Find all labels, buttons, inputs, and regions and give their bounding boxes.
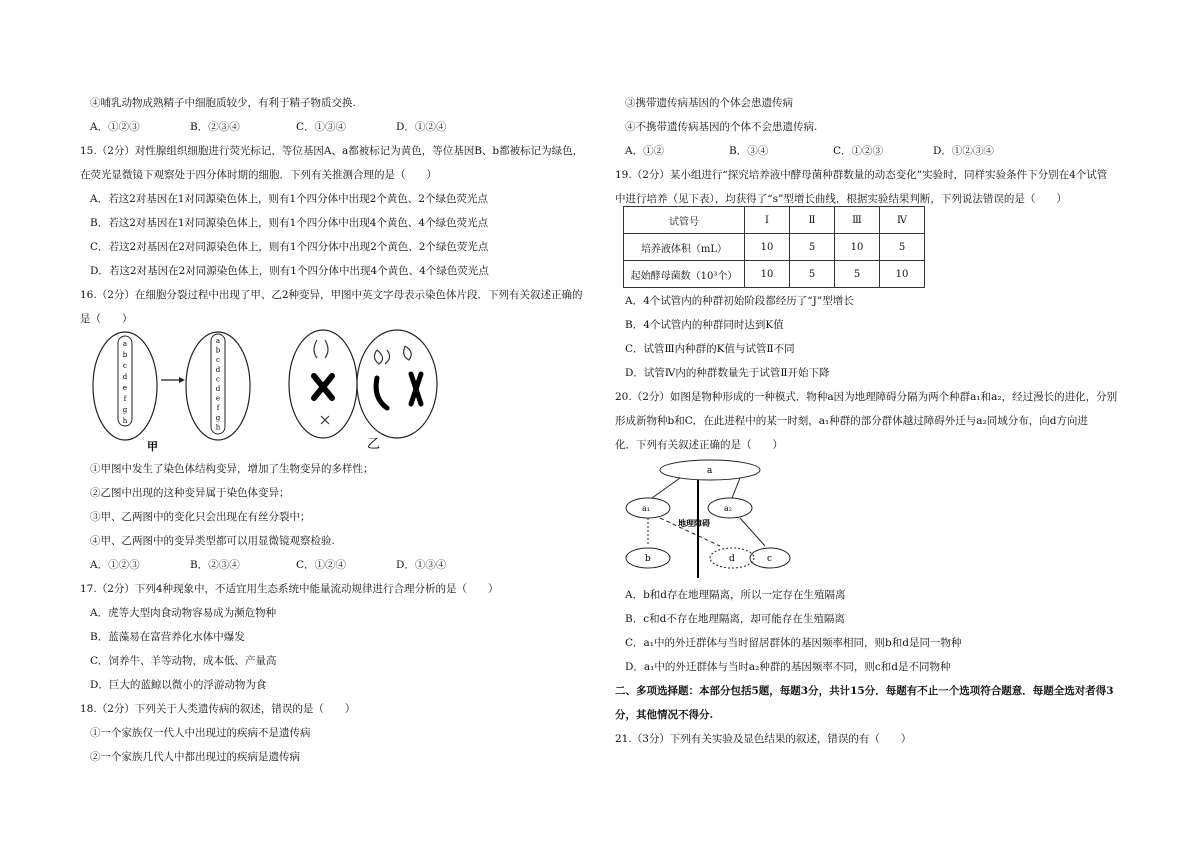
chromosome-segment-letter: f	[123, 395, 127, 403]
table-cell: 5	[790, 261, 835, 288]
q16-figure	[85, 328, 440, 453]
section-2-heading-line2: 分，其他情况不得分.	[615, 709, 714, 721]
chromosome-segment-letter: b	[215, 346, 221, 355]
q17-stem: 17.（2分）下列4种现象中，不适宜用生态系统中能量流动规律进行合理分析的是（ ）	[80, 583, 499, 595]
yi-chromosome-right-top-a	[374, 350, 389, 364]
q14-options	[90, 120, 446, 134]
q14-option-d: D．①②④	[396, 121, 447, 133]
q20-figure	[620, 458, 810, 578]
table-header-cell: Ⅲ	[835, 207, 880, 234]
species-d-label: d	[729, 554, 735, 564]
table-header-cell: Ⅰ	[745, 207, 790, 234]
chromosome-segment-letter: d	[215, 365, 221, 374]
chromosome-segment-letter: d	[122, 373, 128, 381]
q20-option-a: A．b和d存在地理隔离，所以一定存在生殖隔离	[625, 589, 846, 601]
chromosome-segment-letter: a	[215, 337, 221, 345]
q15-option-d: D．若这2对基因在2对同源染色体上，则有1个四分体中出现4个黄色、4个绿色荧光点	[90, 265, 489, 277]
table-row	[624, 234, 925, 261]
q19-option-b: B．4个试管内的种群同时达到K值	[625, 319, 784, 331]
q16-option-d: D．①③④	[396, 559, 447, 571]
q17-option-c: C．饲养牛、羊等动物，成本低、产量高	[90, 655, 277, 667]
q18-statement-1: ①一个家族仅一代人中出现过的疾病不是遗传病	[90, 727, 311, 739]
q20-stem-line2: 形成新物种b和C．在此进程中的某一时刻，a₁种群的部分群体越过障碍外迁与a₂同域分布，向d方向进	[615, 415, 1088, 427]
edge-a-a1	[652, 478, 680, 498]
table-header-row	[624, 207, 925, 234]
chromosome-segment-letter: f	[216, 404, 220, 413]
yi-chromosome-top	[314, 340, 328, 358]
q15-stem-line1: 15.（2分）对性腺组织细胞进行荧光标记，等位基因A、a都被标记为黄色，等位基因B、b都被标记为绿色，	[80, 145, 584, 157]
chromosome-segment-letter: b	[122, 351, 128, 359]
table-cell: 5	[835, 261, 880, 288]
chromosome-segment-letter: c	[216, 375, 220, 384]
yi-chromosome-right-left	[376, 378, 387, 408]
chromosome-segment-letter: a	[122, 340, 128, 348]
table-header-cell: 试管号	[624, 207, 745, 234]
species-a-label: a	[707, 466, 713, 476]
q14-option-b: B．②③④	[190, 121, 240, 133]
chromosome-segment-letter: h	[122, 417, 128, 425]
q18-option-c: C．①②③	[833, 145, 884, 157]
q17-option-b: B．蓝藻易在富营养化水体中爆发	[90, 631, 245, 643]
q18-statement-4: ④不携带遗传病基因的个体不会患遗传病.	[625, 121, 818, 133]
q20-option-c: C．a₁中的外迁群体与当时留居群体的基因频率相同，则b和d是同一物种	[625, 637, 962, 649]
q20-option-d: D．a₁中的外迁群体与当时a₂种群的基因频率不同，则c和d是不同物种	[625, 661, 951, 673]
section-2-heading-line1: 二、多项选择题：本部分包括5题，每题3分，共计15分．每题有不止一个选项符合题意．每题全选对者得3	[615, 685, 1114, 697]
q19-stem-line2: 中进行培养（见下表），均获得了“s”型增长曲线．根据实验结果判断，下列说法错误的是（ ）	[615, 193, 1067, 205]
chromosome-segment-letter: e	[215, 394, 221, 403]
chromosome-segment-letter: g	[215, 413, 221, 422]
table-row	[624, 261, 925, 288]
q16-statement-2: ②乙图中出现的这种变异属于染色体变异；	[90, 487, 290, 499]
q19-option-a: A．4个试管内的种群初始阶段都经历了“J”型增长	[625, 295, 854, 307]
jia-letters-after	[216, 337, 221, 431]
yi-chromosome-bottom	[321, 416, 329, 424]
q16-statement-3: ③甲、乙两图中的变化只会出现在有丝分裂中；	[90, 511, 311, 523]
q18-statement-3: ③携带遗传病基因的个体会患遗传病	[625, 97, 793, 109]
chromosome-segment-letter: c	[216, 356, 220, 365]
species-a2-label: a₂	[724, 504, 732, 513]
chromosome-segment-letter: c	[123, 362, 127, 370]
q19-option-c: C．试管Ⅲ内种群的K值与试管Ⅱ不同	[625, 343, 795, 355]
edge-a-a2	[732, 478, 740, 498]
q16-option-b: B．②③④	[190, 559, 240, 571]
table-cell: 5	[880, 234, 925, 261]
chromosome-segment-letter: h	[215, 423, 221, 432]
table-cell: 10	[835, 234, 880, 261]
q18-options	[625, 144, 994, 158]
q16-stem-line2: 是（ ）	[80, 313, 133, 325]
q19-table	[623, 206, 925, 288]
chromosome-segment-letter: e	[122, 384, 128, 392]
label-jia: 甲	[147, 440, 158, 453]
yi-cell-right	[357, 330, 437, 438]
q14-option-c: C．①③④	[296, 121, 347, 133]
chromosome-segment-letter: d	[215, 385, 221, 393]
q15-option-b: B．若这2对基因在1对同源染色体上，则有1个四分体中出现4个黄色、4个绿色荧光点	[90, 217, 489, 229]
q18-option-a: A．①②	[625, 145, 665, 157]
q17-option-d: D．巨大的蓝鲸以微小的浮游动物为食	[90, 679, 267, 691]
label-yi: 乙	[367, 437, 381, 452]
q16-stem-line1: 16.（2分）在细胞分裂过程中出现了甲、乙2种变异，甲图中英文字母表示染色体片段．下列有关叙述正确的	[80, 289, 583, 301]
geographic-barrier-label: 地理障碍	[678, 518, 710, 528]
q18-option-b: B．③④	[729, 145, 769, 157]
table-header-cell: Ⅳ	[880, 207, 925, 234]
q16-option-a: A．①②③	[90, 559, 140, 571]
q14-option-a: A．①②③	[90, 121, 140, 133]
q20-stem-line3: 化．下列有关叙述正确的是（ ）	[615, 439, 783, 451]
species-a1-label: a₁	[642, 504, 650, 513]
edge-a2-c	[740, 518, 765, 546]
q19-stem-line1: 19.（2分）某小组进行“探究培养液中酵母菌种群数量的动态变化”实验时，同样实验条件下分别在4个试管	[615, 169, 1108, 181]
table-cell: 10	[745, 261, 790, 288]
q14-statement-4: ④哺乳动物成熟精子中细胞质较少，有利于精子物质交换.	[90, 97, 356, 109]
species-b-label: b	[645, 554, 651, 564]
table-cell: 10	[880, 261, 925, 288]
q19-option-d: D．试管Ⅳ内的种群数量先于试管Ⅱ开始下降	[625, 367, 830, 379]
yi-chromosome-middle	[314, 376, 332, 398]
q16-statement-4: ④甲、乙两图中的变异类型都可以用显微镜观察检验.	[90, 535, 335, 547]
q17-option-a: A．虎等大型肉食动物容易成为濒危物种	[90, 607, 277, 619]
q21-stem: 21.（3分）下列有关实验及显色结果的叙述，错误的有（ ）	[615, 733, 912, 745]
q18-stem: 18.（2分）下列关于人类遗传病的叙述，错误的是（ ）	[80, 703, 356, 715]
table-cell: 10	[745, 234, 790, 261]
q15-option-c: C．若这2对基因在2对同源染色体上，则有1个四分体中出现2个黄色、2个绿色荧光点	[90, 241, 489, 253]
table-header-cell: Ⅱ	[790, 207, 835, 234]
q15-option-a: A．若这2对基因在1对同源染色体上，则有1个四分体中出现2个黄色、2个绿色荧光点	[90, 193, 488, 205]
species-c-label: c	[767, 554, 773, 564]
q18-option-d: D．①②③④	[933, 145, 994, 157]
jia-letters-before	[123, 340, 128, 425]
q15-stem-line2: 在荧光显微镜下观察处于四分体时期的细胞．下列有关推测合理的是（ ）	[80, 169, 437, 181]
yi-chromosome-right-right	[411, 374, 421, 404]
table-cell: 5	[790, 234, 835, 261]
q16-statement-1: ①甲图中发生了染色体结构变异，增加了生物变异的多样性；	[90, 463, 374, 475]
q16-options	[90, 558, 446, 572]
q16-option-c: C．①②④	[296, 559, 347, 571]
jia-arrow-head	[179, 377, 185, 383]
q20-stem-line1: 20.（2分）如图是物种形成的一种模式．物种a因为地理障碍分隔为两个种群a₁和a₂，经过漫长的进化，分别	[615, 391, 1118, 403]
yi-chromosome-right-top-b	[404, 346, 412, 360]
chromosome-segment-letter: g	[122, 406, 128, 414]
q20-option-b: B．c和d不存在地理隔离，却可能存在生殖隔离	[625, 613, 845, 625]
table-cell: 起始酵母菌数（10³个）	[624, 261, 745, 288]
table-cell: 培养液体积（mL）	[624, 234, 745, 261]
q18-statement-2: ②一个家族几代人中都出现过的疾病是遗传病	[90, 751, 300, 763]
